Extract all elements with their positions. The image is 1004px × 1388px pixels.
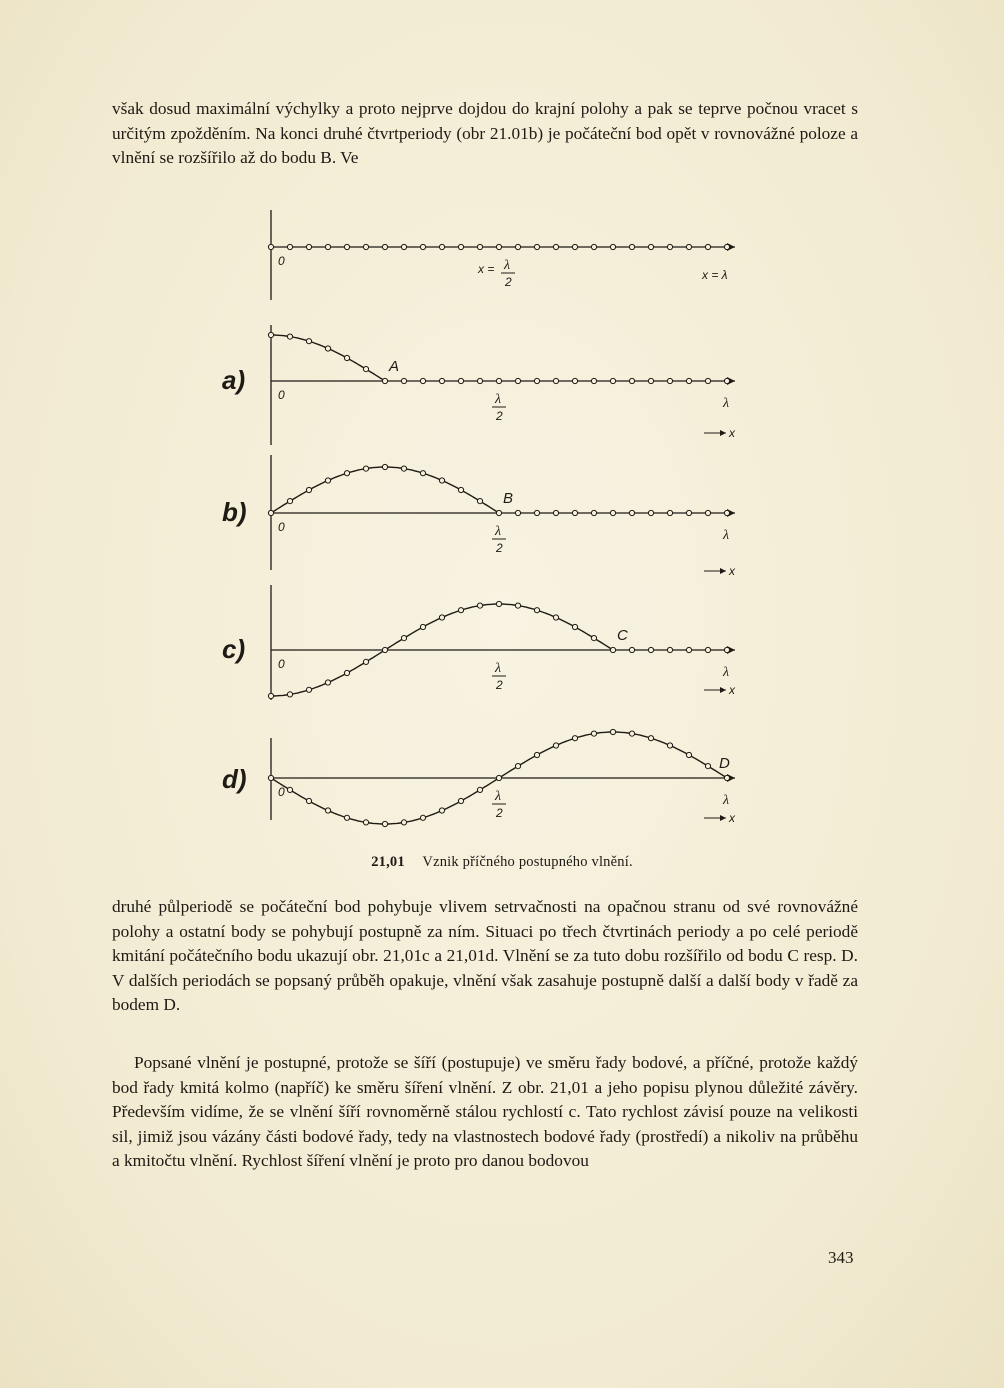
x-arrow-head	[720, 815, 726, 821]
row-point	[382, 244, 387, 249]
row-point	[610, 647, 615, 652]
row-point	[420, 624, 425, 629]
x-axis-label: x	[729, 811, 735, 825]
row-point	[572, 624, 577, 629]
row-point	[287, 787, 292, 792]
row-point	[667, 510, 672, 515]
row-point	[686, 752, 691, 757]
row-point	[705, 647, 710, 652]
row-point	[344, 471, 349, 476]
row-point	[401, 378, 406, 383]
row-point	[306, 244, 311, 249]
row-point	[477, 603, 482, 608]
lambda-label: λ	[723, 396, 730, 411]
row-point	[287, 499, 292, 504]
row-point	[344, 244, 349, 249]
x-axis-label: x	[729, 564, 735, 578]
row-point	[610, 510, 615, 515]
row-point	[515, 603, 520, 608]
row-point	[553, 244, 558, 249]
paragraph-top: však dosud maximální výchylky a proto nejprve dojdou do krajní polohy a pak se teprve počnou vracet s určitým zpožděním. Na konci druhé čtvrtperiody (obr 21.01b) je počáteční bod opět v rovnovážné poloze a vlnění se rozšířilo až do bodu B. Ve	[112, 99, 858, 168]
x-equals-label: x =	[478, 262, 495, 276]
row-point	[572, 378, 577, 383]
row-point	[629, 510, 634, 515]
half-lambda-lambda: λ	[504, 258, 511, 273]
row-point	[534, 752, 539, 757]
row-point	[534, 378, 539, 383]
half-lambda-lambda: λ	[495, 661, 502, 676]
row-point	[515, 764, 520, 769]
row-point	[629, 647, 634, 652]
row-point	[477, 378, 482, 383]
row-point	[268, 775, 273, 780]
row-point	[705, 764, 710, 769]
row-point	[648, 378, 653, 383]
row-point	[686, 510, 691, 515]
panel-letter: d)	[222, 764, 247, 794]
row-point	[439, 478, 444, 483]
row-point	[667, 743, 672, 748]
lambda-label: λ	[723, 528, 730, 543]
origin-label: 0	[278, 657, 285, 671]
half-lambda-two: 2	[496, 541, 503, 555]
row-point	[496, 510, 501, 515]
half-lambda-two: 2	[496, 806, 503, 820]
half-lambda-lambda: λ	[495, 524, 502, 539]
row-point	[705, 244, 710, 249]
x-equals-lambda-label: x = λ	[702, 268, 728, 282]
row-point	[306, 487, 311, 492]
wave-panel-1	[222, 325, 736, 445]
row-point	[420, 378, 425, 383]
row-point	[724, 244, 729, 249]
origin-label: 0	[278, 254, 285, 268]
row-point	[724, 775, 729, 780]
row-point	[306, 798, 311, 803]
wave-panel-2	[222, 455, 736, 578]
row-point	[724, 647, 729, 652]
panel-letter: b)	[222, 497, 247, 527]
row-point	[648, 736, 653, 741]
row-point	[306, 339, 311, 344]
row-point	[458, 798, 463, 803]
half-lambda-lambda: λ	[495, 392, 502, 407]
row-point	[591, 244, 596, 249]
row-point	[420, 471, 425, 476]
wave-curve	[271, 335, 385, 381]
row-point	[496, 601, 501, 606]
page-number: 343	[828, 1248, 854, 1267]
row-point	[439, 378, 444, 383]
row-point	[268, 244, 273, 249]
row-point	[610, 244, 615, 249]
row-point	[572, 736, 577, 741]
row-point	[420, 815, 425, 820]
row-point	[439, 808, 444, 813]
row-point	[477, 787, 482, 792]
point-label: A	[389, 358, 400, 375]
row-point	[268, 510, 273, 515]
row-point	[534, 244, 539, 249]
row-point	[420, 244, 425, 249]
row-point	[534, 510, 539, 515]
row-point	[477, 499, 482, 504]
row-point	[268, 693, 273, 698]
point-label: D	[719, 755, 730, 772]
half-lambda-two: 2	[496, 409, 503, 423]
point-label: B	[503, 490, 514, 507]
wave-panel-4	[222, 729, 736, 826]
row-point	[629, 244, 634, 249]
row-point	[401, 244, 406, 249]
lambda-label: λ	[723, 665, 730, 680]
row-point	[363, 466, 368, 471]
row-point	[610, 378, 615, 383]
row-point	[401, 466, 406, 471]
row-point	[534, 608, 539, 613]
row-point	[458, 244, 463, 249]
row-point	[325, 478, 330, 483]
row-point	[344, 670, 349, 675]
x-axis-label: x	[729, 426, 735, 440]
row-point	[477, 244, 482, 249]
row-point	[382, 647, 387, 652]
row-point	[325, 244, 330, 249]
row-point	[591, 378, 596, 383]
row-point	[401, 636, 406, 641]
row-point	[553, 743, 558, 748]
x-arrow-head	[720, 430, 726, 436]
row-point	[591, 731, 596, 736]
point-label: C	[617, 627, 628, 644]
row-point	[325, 346, 330, 351]
x-arrow-head	[720, 568, 726, 574]
row-point	[686, 378, 691, 383]
paragraph-middle: druhé půlperiodě se počáteční bod pohybuje vlivem setrvačnosti na opačnou stranu od své rovnovážné polohy a ostatní body se pohybují postupně za ním. Situaci po třech čtvrtinách periody a po celé periodě kmitání počátečního bodu ukazují obr. 21,01c a 21,01d. Vlnění se za tuto dobu rozšířilo od bodu C resp. D. V dalších periodách se popsaný průběh opakuje, vlnění však zasahuje postupně další a další body v řadě za bodem D.	[112, 897, 858, 1015]
row-point	[458, 487, 463, 492]
row-point	[363, 367, 368, 372]
row-point	[629, 378, 634, 383]
figure-caption	[0, 854, 1004, 871]
row-point	[686, 647, 691, 652]
row-point	[610, 729, 615, 734]
row-point	[572, 510, 577, 515]
row-point	[591, 510, 596, 515]
row-point	[363, 820, 368, 825]
row-point	[401, 820, 406, 825]
panel-letter: a)	[222, 365, 246, 395]
row-point	[591, 636, 596, 641]
row-point	[344, 815, 349, 820]
caption-text: Vznik příčného postupného vlnění.	[422, 854, 633, 870]
row-point	[306, 687, 311, 692]
row-point	[325, 808, 330, 813]
half-lambda-lambda: λ	[495, 789, 502, 804]
row-point	[515, 244, 520, 249]
lambda-label: λ	[723, 793, 730, 808]
caption-number: 21,01	[371, 854, 405, 870]
origin-label: 0	[278, 520, 285, 534]
row-point	[648, 647, 653, 652]
half-lambda-two: 2	[505, 275, 512, 289]
row-point	[382, 464, 387, 469]
row-point	[553, 615, 558, 620]
row-point	[667, 647, 672, 652]
row-point	[458, 378, 463, 383]
row-point	[363, 659, 368, 664]
row-point	[553, 378, 558, 383]
row-point	[382, 378, 387, 383]
wave-panel-0	[268, 210, 735, 300]
x-arrow-head	[720, 687, 726, 693]
row-point	[686, 244, 691, 249]
origin-label: 0	[278, 785, 285, 799]
panel-letter: c)	[222, 634, 246, 664]
row-point	[648, 510, 653, 515]
row-point	[705, 378, 710, 383]
row-point	[325, 680, 330, 685]
row-point	[287, 692, 292, 697]
row-point	[344, 355, 349, 360]
row-point	[496, 378, 501, 383]
row-point	[496, 775, 501, 780]
row-point	[648, 244, 653, 249]
row-point	[287, 244, 292, 249]
row-point	[439, 615, 444, 620]
row-point	[363, 244, 368, 249]
row-point	[724, 378, 729, 383]
row-point	[667, 378, 672, 383]
row-point	[382, 821, 387, 826]
row-point	[629, 731, 634, 736]
row-point	[553, 510, 558, 515]
row-point	[439, 244, 444, 249]
row-point	[572, 244, 577, 249]
row-point	[496, 244, 501, 249]
wave-panel-3	[222, 585, 736, 700]
x-axis-label: x	[729, 683, 735, 697]
row-point	[287, 334, 292, 339]
row-point	[515, 378, 520, 383]
origin-label: 0	[278, 388, 285, 402]
row-point	[458, 608, 463, 613]
row-point	[268, 332, 273, 337]
row-point	[705, 510, 710, 515]
row-point	[724, 510, 729, 515]
half-lambda-two: 2	[496, 678, 503, 692]
row-point	[667, 244, 672, 249]
row-point	[515, 510, 520, 515]
paragraph-bottom: Popsané vlnění je postupné, protože se šíří (postupuje) ve směru řady bodové, a příčné, protože každý bod řady kmitá kolmo (napříč) ke směru šíření vlnění. Z obr. 21,01 a jeho popisu plynou důležité závěry. Především vidíme, že se vlnění šíří rovnoměrně stálou rychlostí c. Tato rychlost závisí pouze na velikosti sil, jimiž jsou vázány části bodové řady, tedy na vlastnostech bodové řady (prostředí) a nikoliv na průběhu a kmitočtu vlnění. Rychlost šíření vlnění je proto pro danou bodovou	[112, 1053, 858, 1171]
wave-curve	[271, 467, 499, 513]
